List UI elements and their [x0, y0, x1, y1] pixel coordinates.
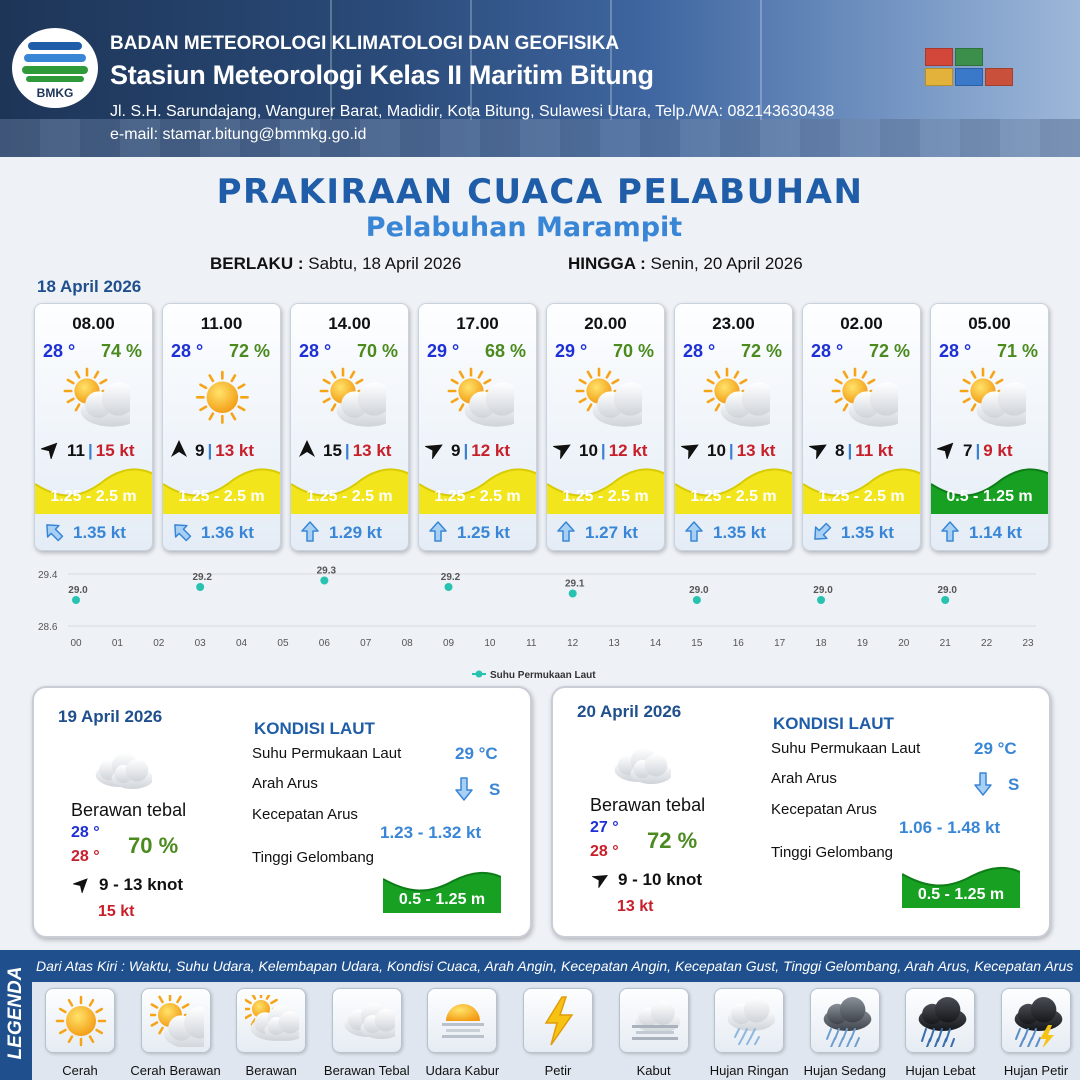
wind-info — [809, 439, 919, 461]
banner-window-frame — [760, 0, 762, 120]
x-tick-label: 07 — [360, 638, 372, 649]
wind-separator: | — [207, 441, 213, 460]
light-rain-icon — [723, 995, 777, 1047]
current-speed-value: 1.06 - 1.48 kt — [899, 818, 1001, 837]
x-tick-label: 02 — [153, 638, 165, 649]
partly-cloudy-icon — [828, 366, 898, 428]
legend-item — [523, 988, 593, 1053]
wind-separator: | — [463, 441, 469, 460]
day-date: 19 April 2026 — [58, 707, 163, 726]
legend-item — [810, 988, 880, 1053]
hourly-card — [802, 303, 921, 551]
wave-height-value: 0.5 - 1.25 m — [398, 891, 486, 908]
x-tick-label: 19 — [856, 638, 868, 649]
legend — [0, 950, 1080, 1080]
forecast-time: 11.00 — [200, 314, 243, 333]
air-temperature: 28 ° — [43, 341, 76, 361]
hourly-card — [418, 303, 537, 551]
y-tick-label: 28.6 — [38, 622, 58, 633]
current-info — [547, 518, 664, 551]
wind-direction-icon — [73, 875, 91, 893]
sst-point — [941, 596, 949, 604]
sst-label: Suhu Permukaan Laut — [771, 740, 921, 757]
logo-arc — [24, 54, 86, 62]
banner-container — [985, 68, 1013, 86]
sst-value-label: 29.1 — [564, 578, 585, 590]
humidity: 72 % — [868, 341, 910, 361]
wind-separator: | — [847, 441, 853, 460]
legend-item-label: Hujan Sedang — [803, 1063, 886, 1078]
x-tick-label: 11 — [526, 638, 537, 649]
x-tick-label: 01 — [111, 638, 123, 649]
bmkg-logo — [12, 28, 98, 108]
gust-speed: 13 kt — [736, 441, 776, 460]
legend-item-label: Kabut — [636, 1063, 671, 1078]
sst-point — [72, 596, 80, 604]
legend-item-label: Hujan Lebat — [905, 1063, 976, 1078]
legend-item-label: Cerah Berawan — [130, 1063, 221, 1078]
station-name: Stasiun Meteorologi Kelas II Maritim Bitung — [110, 60, 654, 90]
weather-condition: Berawan tebal — [590, 795, 706, 815]
legend-item — [141, 988, 211, 1053]
wind-speed: 9 — [451, 441, 461, 460]
wind-direction-icon — [809, 439, 829, 459]
gust-speed: 13 kt — [352, 441, 392, 460]
legend-item — [427, 988, 497, 1053]
current-direction-icon — [171, 521, 193, 543]
sea-surface-temperature-chart — [30, 562, 1050, 687]
overcast-icon — [611, 740, 671, 785]
wind-info — [169, 439, 279, 461]
air-temperature: 28 ° — [299, 341, 332, 361]
wind-separator: | — [344, 441, 350, 460]
valid-to-label: HINGGA : — [568, 254, 646, 273]
valid-from-label: BERLAKU : — [210, 254, 304, 273]
hourly-card — [674, 303, 793, 551]
current-speed: 1.35 kt — [713, 523, 766, 542]
legend-item — [332, 988, 402, 1053]
sst-point — [569, 590, 577, 598]
sunny-icon — [54, 995, 108, 1047]
sst-value: 29 °C — [455, 744, 498, 763]
sst-point — [817, 596, 825, 604]
lightning-icon — [532, 995, 586, 1047]
current-speed: 1.25 kt — [457, 523, 510, 542]
current-direction-icon — [972, 771, 994, 797]
legend-item — [45, 988, 115, 1053]
overcast-icon — [92, 745, 152, 790]
valid-to-value: Senin, 20 April 2026 — [650, 254, 803, 273]
air-temperature: 28 ° — [171, 341, 204, 361]
current-speed-value: 1.23 - 1.32 kt — [380, 823, 482, 842]
legend-item — [619, 988, 689, 1053]
forecast-time: 17.00 — [456, 314, 499, 333]
current-direction-label: Arah Arus — [252, 775, 318, 792]
station-email: e-mail: stamar.bitung@bmmkg.go.id — [110, 126, 367, 143]
gust-speed: 13 kt — [215, 441, 254, 460]
sst-value-label: 29.0 — [689, 585, 709, 596]
wind-direction-icon — [553, 439, 573, 459]
gust-speed: 9 kt — [983, 441, 1013, 460]
current-speed: 1.14 kt — [969, 523, 1022, 542]
valid-from — [210, 254, 461, 274]
wave-height: 0.5 - 1.25 m — [946, 488, 1033, 505]
wind-speed: 8 — [835, 441, 845, 460]
gust-speed: 11 kt — [855, 441, 894, 460]
x-tick-label: 12 — [567, 638, 579, 649]
day-forecast-panel — [32, 686, 532, 938]
wind-info — [592, 870, 702, 890]
y-tick-label: 29.4 — [38, 570, 58, 581]
x-tick-label: 05 — [277, 638, 289, 649]
sst-point — [320, 577, 328, 585]
sst-value-label: 29.3 — [316, 565, 337, 577]
partly-cloudy-icon — [60, 366, 130, 428]
wind-info — [425, 439, 535, 461]
hourly-card — [34, 303, 153, 551]
forecast-date: 18 April 2026 — [37, 277, 142, 296]
wave-height: 1.25 - 2.5 m — [690, 488, 777, 505]
partly-cloudy-icon — [444, 366, 514, 428]
sea-condition-title: KONDISI LAUT — [254, 719, 375, 738]
valid-to — [568, 254, 803, 274]
sst-value-label: 29.0 — [813, 585, 833, 596]
legend-item-label: Cerah — [62, 1063, 98, 1078]
wind-info — [297, 439, 407, 461]
fog-icon — [628, 995, 682, 1047]
valid-from-value: Sabtu, 18 April 2026 — [308, 254, 462, 273]
wind-direction-icon — [592, 870, 610, 888]
gust-speed: 12 kt — [471, 441, 510, 460]
legend-item — [714, 988, 784, 1053]
sea-condition-title: KONDISI LAUT — [773, 714, 894, 733]
gust-speed: 13 kt — [617, 898, 654, 915]
hourly-card — [930, 303, 1049, 551]
wind-speed: 10 — [579, 441, 598, 460]
legend-item-label: Berawan — [245, 1063, 297, 1078]
humidity: 74 % — [100, 341, 142, 361]
min-temperature: 28 ° — [590, 843, 619, 860]
air-temperature: 29 ° — [555, 341, 588, 361]
max-temperature: 28 ° — [71, 824, 100, 841]
wind-range: 9 - 10 knot — [618, 870, 703, 889]
current-info — [803, 518, 920, 551]
wave-height-label: Tinggi Gelombang — [771, 844, 894, 861]
wave-height-value: 0.5 - 1.25 m — [917, 886, 1005, 903]
day-forecast-panel — [551, 686, 1051, 938]
header-banner — [0, 0, 1080, 157]
haze-icon — [436, 995, 490, 1047]
sst-value-label: 29.2 — [440, 572, 461, 583]
port-name: Pelabuhan Marampit — [365, 212, 683, 243]
sst-point — [196, 583, 204, 591]
hourly-card — [162, 303, 281, 551]
humidity: 72 % — [740, 341, 782, 361]
current-speed: 1.35 kt — [73, 523, 126, 542]
logo-text: BMKG — [36, 86, 74, 100]
wave-height: 1.25 - 2.5 m — [434, 488, 521, 505]
legend-description: Dari Atas Kiri : Waktu, Suhu Udara, Kelembapan Udara, Kondisi Cuaca, Arah Angin, Kecepatan Angin, Kecepatan Gust, Tinggi Gelombang, Arah Arus, Kecepatan Arus — [36, 958, 1074, 974]
sst-value-label: 29.2 — [192, 572, 212, 583]
x-tick-label: 03 — [194, 638, 206, 649]
forecast-time: 20.00 — [584, 314, 627, 333]
partly-cloudy-icon — [700, 366, 770, 428]
sst-label: Suhu Permukaan Laut — [252, 745, 402, 762]
humidity: 70 % — [128, 833, 179, 858]
overcast-icon — [341, 995, 395, 1047]
legend-item — [236, 988, 306, 1053]
forecast-time: 02.00 — [840, 314, 883, 333]
wave-height-label: Tinggi Gelombang — [252, 849, 375, 866]
wind-info — [681, 439, 791, 461]
wind-speed: 7 — [963, 441, 973, 460]
current-info — [163, 518, 280, 551]
air-temperature: 28 ° — [939, 341, 972, 361]
sst-point — [445, 583, 453, 591]
wind-separator: | — [975, 441, 981, 460]
sst-value-label: 29.0 — [68, 585, 88, 596]
banner-container — [925, 68, 953, 86]
wind-direction-icon — [681, 439, 701, 459]
x-tick-label: 08 — [401, 638, 413, 649]
current-direction-icon — [427, 521, 449, 543]
humidity: 72 % — [647, 828, 698, 853]
current-info — [419, 518, 536, 551]
x-tick-label: 04 — [236, 638, 248, 649]
x-tick-label: 14 — [649, 638, 662, 649]
wind-speed: 15 — [323, 441, 342, 460]
x-tick-label: 20 — [898, 638, 910, 649]
forecast-time: 05.00 — [968, 314, 1011, 333]
wave-height: 1.25 - 2.5 m — [178, 488, 265, 505]
current-speed: 1.29 kt — [329, 523, 382, 542]
logo-arc — [22, 66, 88, 74]
wind-speed: 9 — [195, 441, 205, 460]
x-tick-label: 22 — [981, 638, 993, 649]
page-title: PRAKIRAAN CUACA PELABUHAN — [216, 172, 864, 212]
sst-value-label: 29.0 — [937, 585, 957, 596]
x-tick-label: 13 — [608, 638, 620, 649]
wind-speed: 10 — [707, 441, 726, 460]
x-tick-label: 00 — [70, 638, 82, 649]
wave-height: 1.25 - 2.5 m — [306, 488, 393, 505]
legend-item-label: Udara Kabur — [425, 1063, 500, 1078]
wind-separator: | — [728, 441, 734, 460]
wind-speed: 11 — [67, 441, 85, 460]
current-info — [35, 518, 152, 551]
wind-direction-icon — [937, 439, 957, 459]
max-temperature: 27 ° — [590, 819, 619, 836]
current-speed: 1.36 kt — [201, 523, 254, 542]
sst-point — [693, 596, 701, 604]
partly-cloudy-icon — [316, 366, 386, 428]
current-direction-icon — [453, 776, 475, 802]
wind-info — [73, 875, 183, 895]
x-tick-label: 15 — [691, 638, 703, 649]
current-direction-icon — [299, 521, 321, 543]
banner-container — [925, 48, 953, 66]
current-direction-value: S — [489, 780, 501, 799]
air-temperature: 29 ° — [427, 341, 460, 361]
x-tick-label: 17 — [774, 638, 786, 649]
humidity: 72 % — [228, 341, 270, 361]
legend-title: LEGENDA — [5, 966, 26, 1060]
current-speed: 1.27 kt — [585, 523, 638, 542]
x-tick-label: 16 — [732, 638, 744, 649]
x-tick-label: 18 — [815, 638, 827, 649]
current-direction-icon — [939, 521, 961, 543]
chart-legend-label: Suhu Permukaan Laut — [490, 670, 596, 681]
sst-value: 29 °C — [974, 739, 1017, 758]
wind-direction-icon — [425, 439, 445, 459]
current-direction-icon — [811, 521, 833, 543]
x-tick-label: 21 — [939, 638, 951, 649]
banner-container — [955, 48, 983, 66]
logo-arc — [28, 42, 82, 50]
legend-item-label: Hujan Petir — [1003, 1063, 1069, 1078]
legend-strip — [32, 950, 1080, 982]
gust-speed: 15 kt — [95, 441, 135, 460]
weather-condition: Berawan tebal — [71, 800, 187, 820]
sunny-icon — [188, 366, 258, 428]
wind-direction-icon — [297, 439, 317, 459]
current-info — [291, 518, 408, 551]
forecast-time: 14.00 — [328, 314, 371, 333]
current-info — [675, 518, 792, 551]
logo-arc — [26, 76, 84, 82]
x-tick-label: 23 — [1022, 638, 1034, 649]
humidity: 68 % — [484, 341, 526, 361]
cloudy-icon — [245, 995, 299, 1047]
forecast-time: 08.00 — [72, 314, 115, 333]
legend-side — [0, 950, 32, 1080]
thunderstorm-icon — [1010, 995, 1064, 1047]
partly-cloudy-icon — [572, 366, 642, 428]
x-tick-label: 09 — [442, 638, 455, 649]
current-direction-icon — [555, 521, 577, 543]
banner-container — [955, 68, 983, 86]
min-temperature: 28 ° — [71, 848, 100, 865]
current-direction-label: Arah Arus — [771, 770, 837, 787]
humidity: 70 % — [356, 341, 398, 361]
wind-direction-icon — [169, 439, 189, 459]
legend-item-label: Hujan Ringan — [709, 1063, 789, 1078]
wind-range: 9 - 13 knot — [99, 875, 184, 894]
agency-name: BADAN METEOROLOGI KLIMATOLOGI DAN GEOFISIKA — [110, 33, 620, 54]
partly-cloudy-icon — [150, 995, 204, 1047]
hourly-card — [546, 303, 665, 551]
x-tick-label: 06 — [318, 638, 330, 649]
current-direction-value: S — [1008, 775, 1020, 794]
legend-item — [1001, 988, 1071, 1053]
current-direction-icon — [43, 521, 65, 543]
current-direction-icon — [683, 521, 705, 543]
air-temperature: 28 ° — [811, 341, 844, 361]
hourly-card — [290, 303, 409, 551]
moderate-rain-icon — [819, 995, 873, 1047]
wave-height: 1.25 - 2.5 m — [50, 488, 137, 505]
wind-separator: | — [87, 441, 93, 460]
wind-info — [553, 439, 663, 461]
humidity: 70 % — [612, 341, 654, 361]
current-speed-label: Kecepatan Arus — [252, 806, 358, 823]
legend-item — [905, 988, 975, 1053]
legend-item-label: Berawan Tebal — [323, 1063, 410, 1078]
gust-speed: 15 kt — [98, 903, 135, 920]
wind-info — [937, 439, 1047, 461]
legend-item-label: Petir — [544, 1063, 572, 1078]
current-info — [931, 518, 1048, 551]
legend-marker — [476, 671, 483, 678]
air-temperature: 28 ° — [683, 341, 716, 361]
wind-info — [41, 439, 151, 461]
day-date: 20 April 2026 — [577, 702, 682, 721]
current-speed: 1.35 kt — [841, 523, 894, 542]
wind-separator: | — [600, 441, 606, 460]
wave-height: 1.25 - 2.5 m — [562, 488, 649, 505]
wave-height: 1.25 - 2.5 m — [818, 488, 905, 505]
wind-direction-icon — [41, 439, 61, 459]
partly-cloudy-icon — [956, 366, 1026, 428]
forecast-time: 23.00 — [712, 314, 755, 333]
station-address: Jl. S.H. Sarundajang, Wangurer Barat, Madidir, Kota Bitung, Sulawesi Utara, Telp./WA: 082143630438 — [110, 103, 835, 120]
gust-speed: 12 kt — [608, 441, 648, 460]
humidity: 71 % — [996, 341, 1038, 361]
x-tick-label: 10 — [484, 638, 496, 649]
current-speed-label: Kecepatan Arus — [771, 801, 877, 818]
heavy-rain-icon — [914, 995, 968, 1047]
